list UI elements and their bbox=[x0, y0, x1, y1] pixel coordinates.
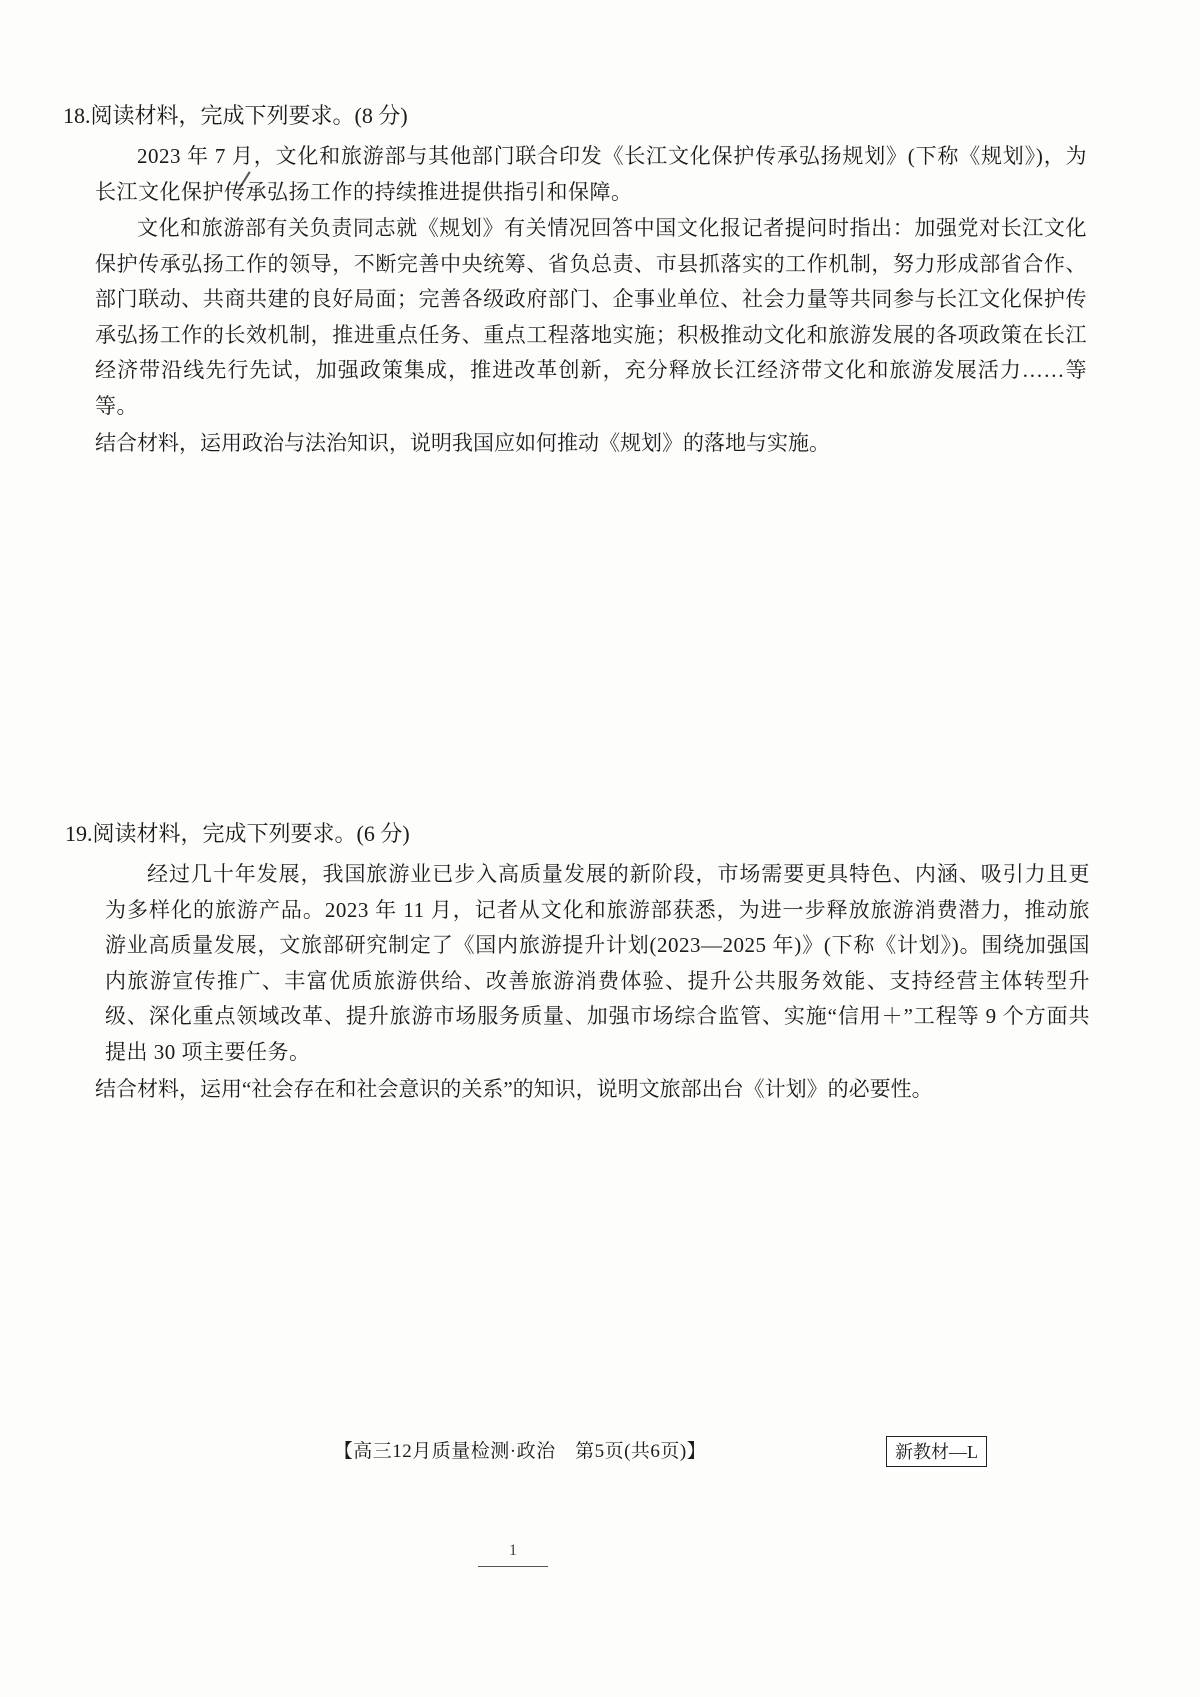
bottom-page-number: 1 bbox=[478, 1542, 548, 1567]
question-19 bbox=[65, 816, 1110, 1107]
question-18-number: 18. bbox=[63, 103, 91, 128]
question-18-material-paragraph-2: 文化和旅游部有关负责同志就《规划》有关情况回答中国文化报记者提问时指出：加强党对长江文化保护传承弘扬工作的领导，不断完善中央统筹、省负总责、市县抓落实的工作机制，努力形成部省合作、部门联动、共商共建的良好局面；完善各级政府部门、企事业单位、社会力量等共同参与长江文化保护传承弘扬工作的长效机制，推进重点任务、重点工程落地实施；积极推动文化和旅游发展的各项政策在长江经济带沿线先行先试，加强政策集成，推进改革创新，充分释放长江经济带文化和旅游发展活力……等等。 bbox=[95, 216, 1087, 418]
question-18 bbox=[63, 98, 1110, 461]
page-footer bbox=[0, 1436, 1200, 1466]
question-19-number: 19. bbox=[65, 821, 93, 846]
question-19-heading bbox=[65, 816, 1110, 851]
question-18-material-paragraph-1: 2023 年 7 月，文化和旅游部与其他部门联合印发《长江文化保护传承弘扬规划》(下称《规划》)，为长江文化保护传承弘扬工作的持续推进提供指引和保障。 bbox=[95, 144, 1087, 204]
question-18-task: 结合材料，运用政治与法治知识，说明我国应如何推动《规划》的落地与实施。 bbox=[95, 431, 830, 455]
footer-exam-title: 【高三12月质量检测·政治 第5页(共6页)】 bbox=[333, 1441, 707, 1462]
question-18-prompt: 阅读材料，完成下列要求。(8 分) bbox=[90, 103, 408, 128]
question-18-heading bbox=[63, 98, 1110, 133]
question-19-task: 结合材料，运用“社会存在和社会意识的关系”的知识，说明文旅部出台《计划》的必要性。 bbox=[95, 1077, 933, 1101]
footer-edition-tag: 新教材—L bbox=[886, 1436, 987, 1467]
question-19-prompt: 阅读材料，完成下列要求。(6 分) bbox=[92, 821, 410, 846]
question-19-material-paragraph-1: 经过几十年发展，我国旅游业已步入高质量发展的新阶段，市场需要更具特色、内涵、吸引力且更为多样化的旅游产品。2023 年 11 月，记者从文化和旅游部获悉，为进一步释放旅游消费潜力，推动旅游业高质量发展，文旅部研究制定了《国内旅游提升计划(2023—2025 年)》(下称《计划》)。围绕加强国内旅游宣传推广、丰富优质旅游供给、改善旅游消费体验、提升公共服务效能、支持经营主体转型升级、深化重点领域改革、提升旅游市场服务质量、加强市场综合监管、实施“信用＋”工程等 9 个方面共提出 30 项主要任务。 bbox=[105, 862, 1090, 1064]
